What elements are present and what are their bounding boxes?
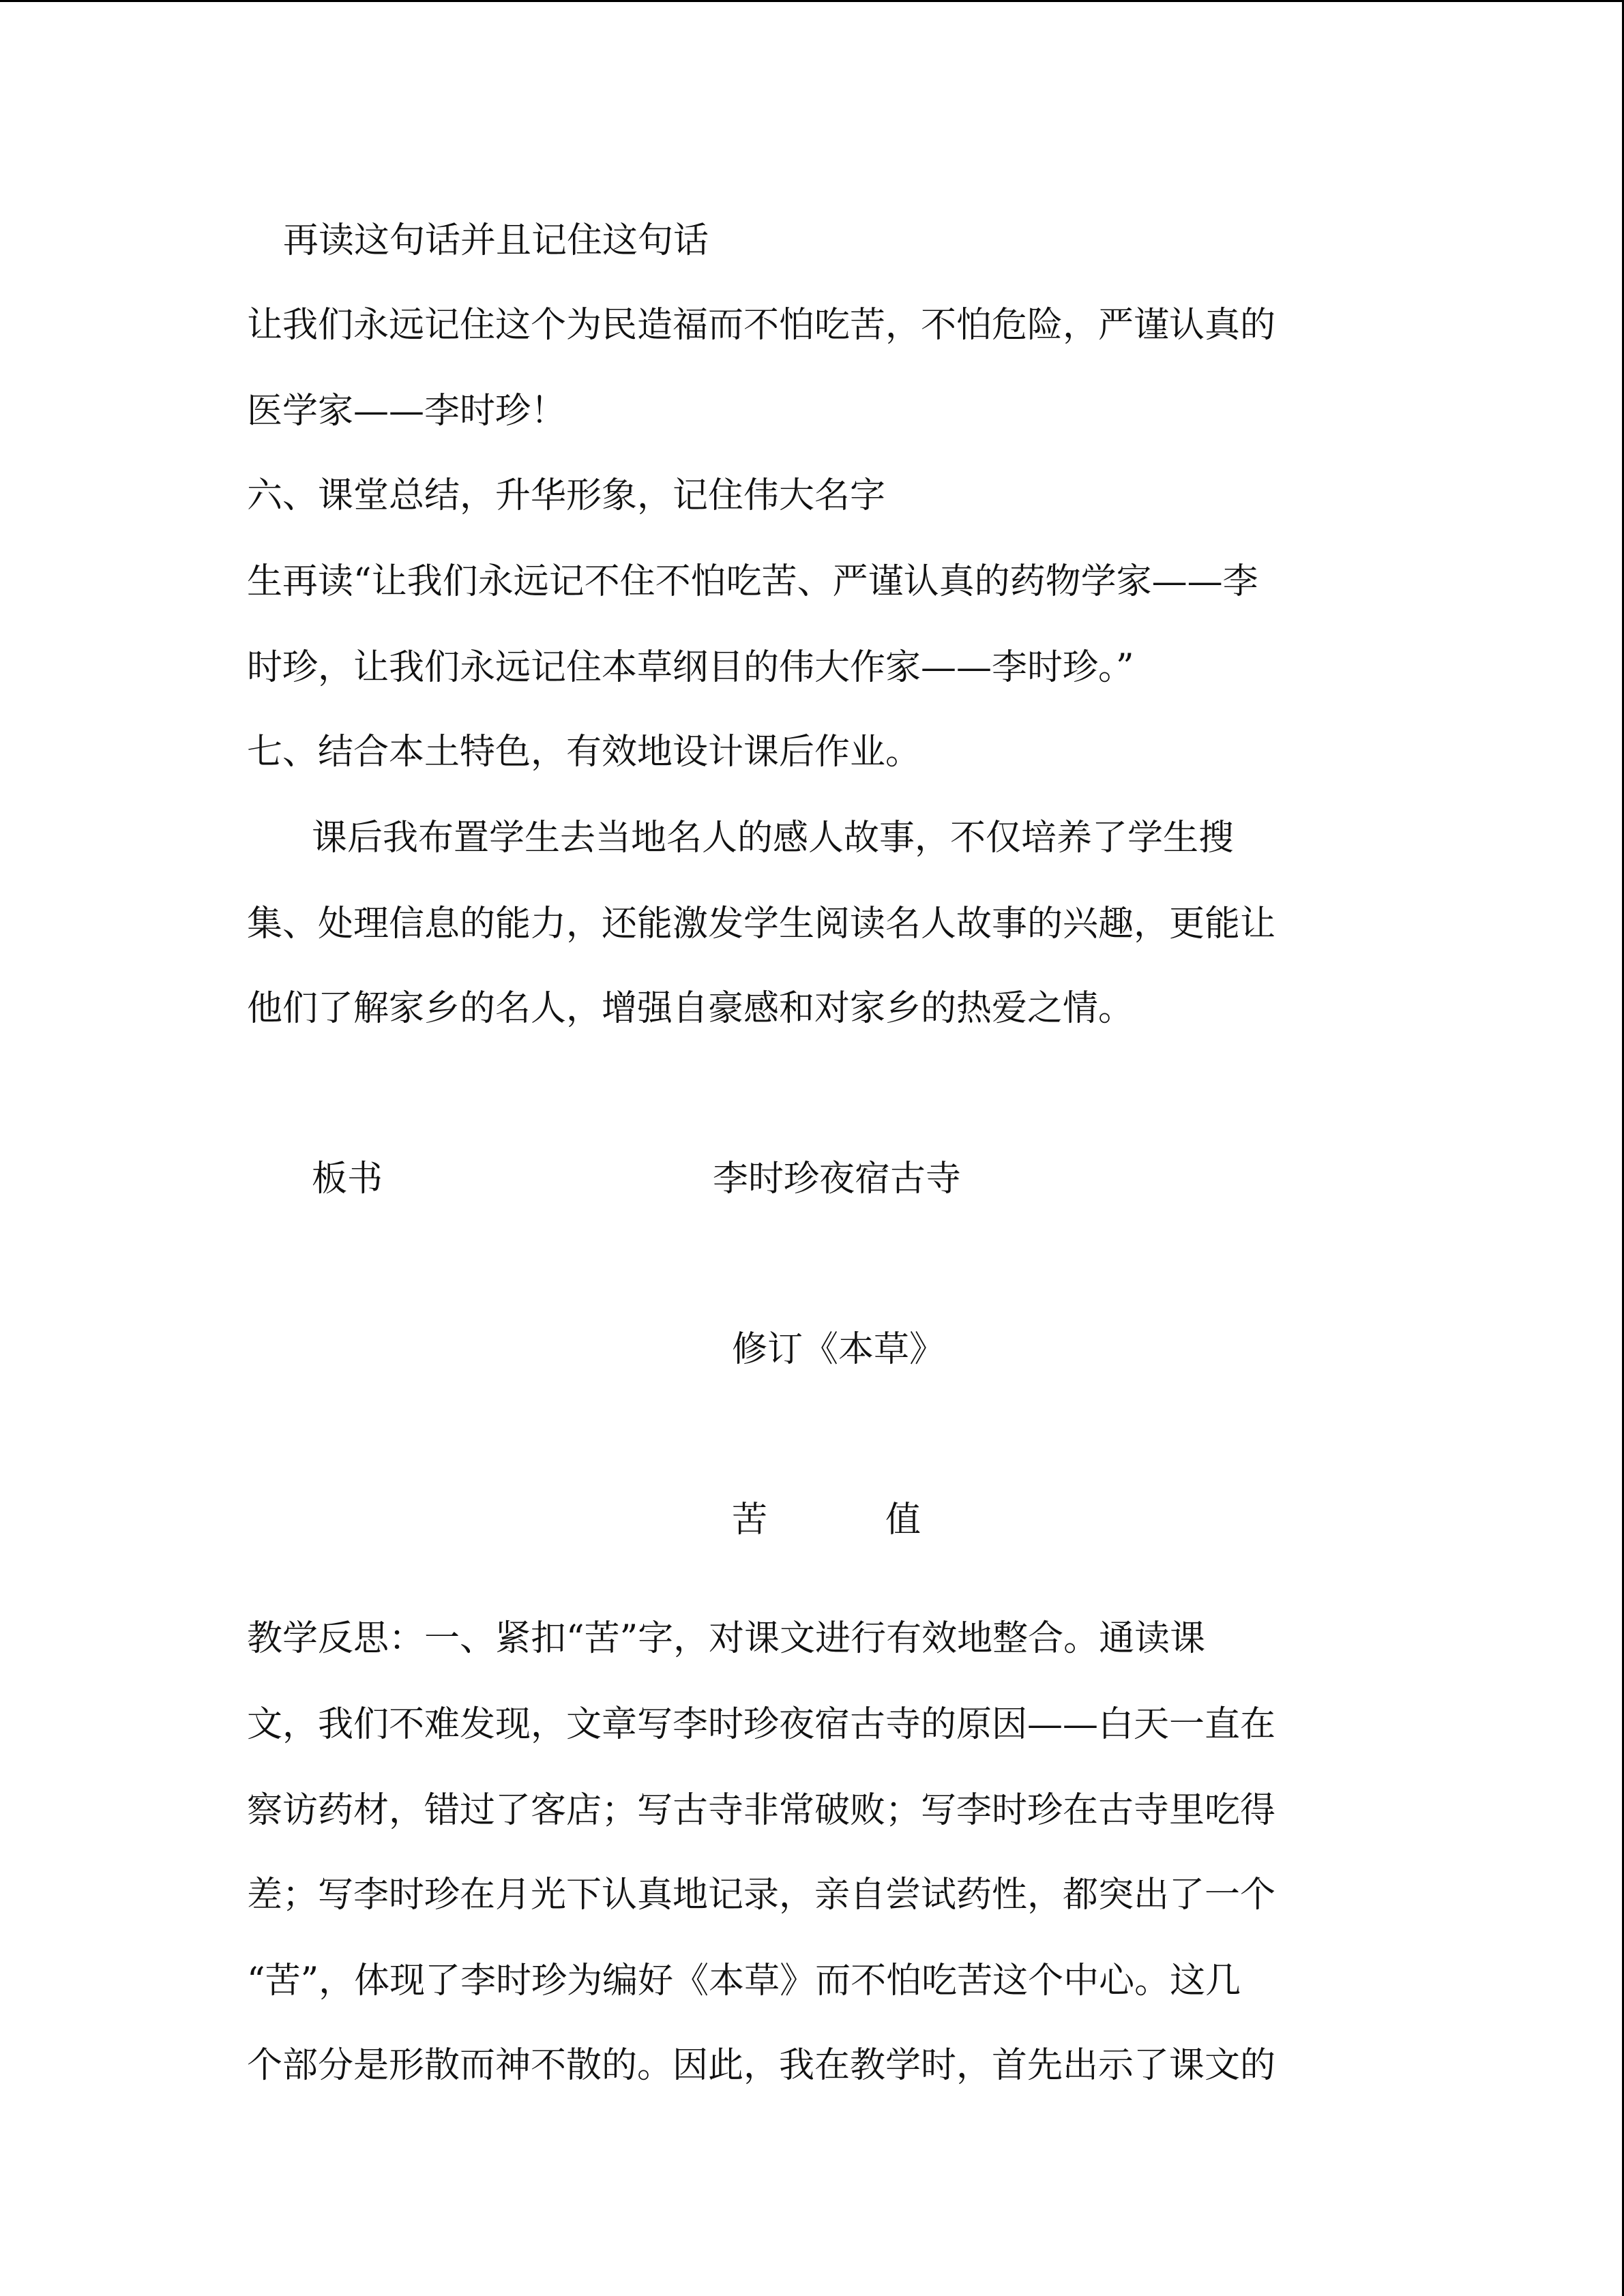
paragraph-homework-line-2: 集、处理信息的能力，还能激发学生阅读名人故事的兴趣，更能让 (247, 904, 1276, 944)
blackboard-subtitle: 修订《本草》 (732, 1329, 945, 1370)
reflection-line-2: 文，我们不难发现，文章写李时珍夜宿古寺的原因——白天一直在 (247, 1704, 1276, 1745)
paragraph-remember-line-2: 医学家——李时珍！ (247, 391, 567, 432)
heading-section-6: 六、课堂总结，升华形象，记住伟大名字 (247, 475, 886, 516)
blackboard-word-worth: 值 (885, 1500, 921, 1540)
reflection-line-6: 个部分是形散而神不散的。因此，我在教学时，首先出示了课文的 (247, 2045, 1276, 2086)
reflection-line-5: “苦”，体现了李时珍为编好《本草》而不怕吃苦这个中心。这几 (247, 1960, 1241, 2001)
paragraph-reread-quote-line-2: 时珍，让我们永远记住本草纲目的伟大作家——李时珍。” (247, 647, 1134, 688)
paragraph-homework-line-3: 他们了解家乡的名人，增强自豪感和对家乡的热爱之情。 (247, 988, 1134, 1029)
blackboard-title: 李时珍夜宿古寺 (713, 1159, 962, 1199)
paragraph-homework-line-1: 课后我布置学生去当地名人的感人故事，不仅培养了学生搜 (312, 818, 1235, 859)
blackboard-word-bitter: 苦 (732, 1500, 768, 1540)
reflection-line-4: 差；写李时珍在月光下认真地记录，亲自尝试药性，都突出了一个 (247, 1875, 1276, 1915)
paragraph-reread: 再读这句话并且记住这句话 (283, 220, 709, 261)
reflection-line-3: 察访药材，错过了客店；写古寺非常破败；写李时珍在古寺里吃得 (247, 1790, 1276, 1831)
paragraph-remember-line-1: 让我们永远记住这个为民造福而不怕吃苦，不怕危险，严谨认真的 (247, 305, 1276, 346)
reflection-line-1: 教学反思：一、紧扣“苦”字，对课文进行有效地整合。通读课 (247, 1618, 1206, 1659)
paragraph-reread-quote-line-1: 生再读“让我们永远记不住不怕吃苦、严谨认真的药物学家——李 (247, 561, 1258, 602)
blackboard-label: 板书 (312, 1159, 383, 1199)
heading-section-7: 七、结合本土特色，有效地设计课后作业。 (247, 732, 921, 773)
